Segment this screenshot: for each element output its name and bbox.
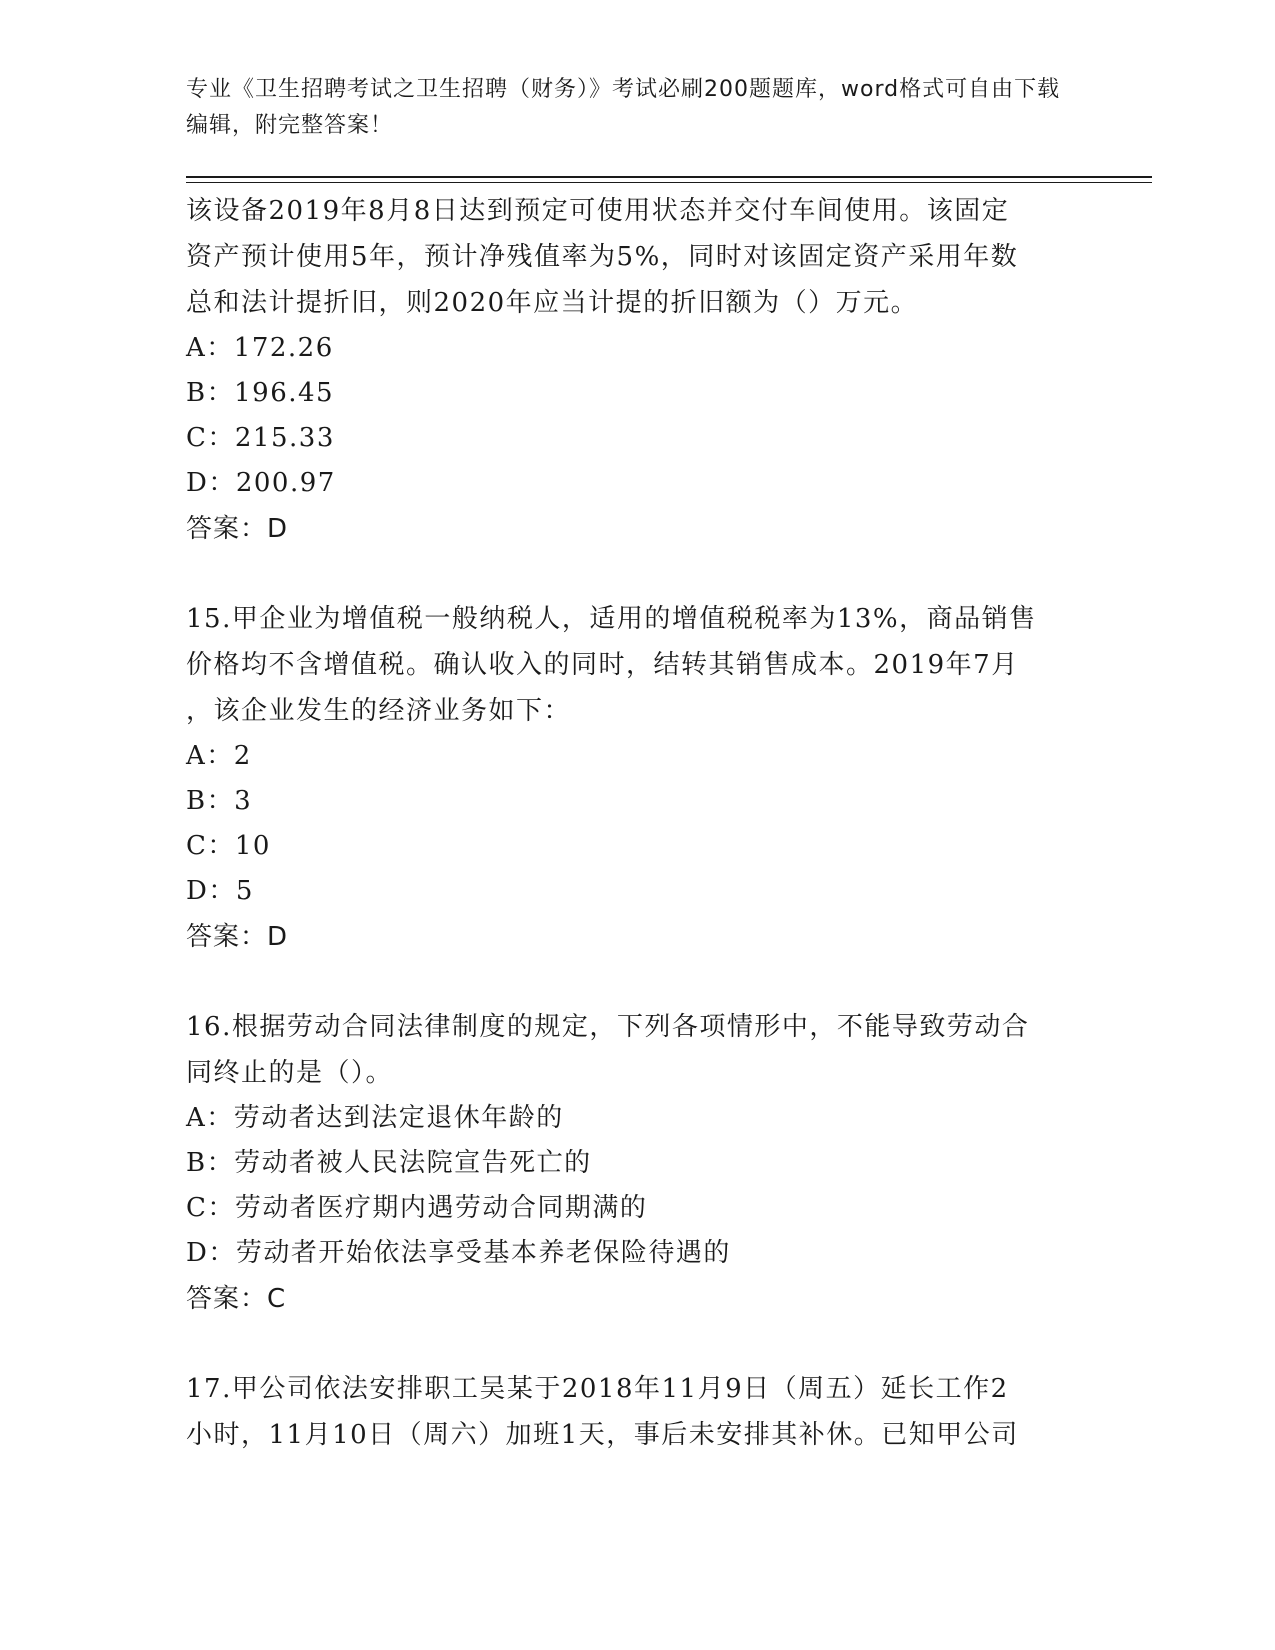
question-15 [186, 596, 1086, 960]
option-d: D：5 [186, 876, 254, 906]
option-a: A：172.26 [186, 333, 334, 363]
question-text-line: 小时，11月10日（周六）加班1天，事后未安排其补休。已知甲公司 [186, 1420, 1019, 1450]
question-text-line: ，该企业发生的经济业务如下： [186, 696, 572, 726]
option-b: B：劳动者被人民法院宣告死亡的 [186, 1148, 592, 1178]
option-c: C：劳动者医疗期内遇劳动合同期满的 [186, 1193, 648, 1223]
question-17 [186, 1366, 1086, 1458]
question-text-line: 16.根据劳动合同法律制度的规定，下列各项情形中，不能导致劳动合 [186, 1012, 1030, 1042]
option-a: A：2 [186, 741, 252, 771]
question-text-line: 价格均不含增值税。确认收入的同时，结转其销售成本。2019年7月 [186, 650, 1019, 680]
answer-line: 答案：C [186, 1284, 287, 1314]
option-d: D：劳动者开始依法享受基本养老保险待遇的 [186, 1238, 731, 1268]
header-divider-thin [186, 182, 1152, 183]
option-d: D：200.97 [186, 468, 336, 498]
option-a: A：劳动者达到法定退休年龄的 [186, 1103, 564, 1133]
question-text-line: 15.甲企业为增值税一般纳税人，适用的增值税税率为13%，商品销售 [186, 604, 1037, 634]
question-text-line: 总和法计提折旧，则2020年应当计提的折旧额为（）万元。 [186, 288, 919, 318]
question-16 [186, 1004, 1086, 1322]
answer-line: 答案：D [186, 922, 289, 952]
document-header: 专业《卫生招聘考试之卫生招聘（财务）》考试必刷200题题库，word格式可自由下载编辑，附完整答案！ [186, 77, 1061, 138]
question-text-line: 资产预计使用5年，预计净残值率为5%，同时对该固定资产采用年数 [186, 242, 1019, 272]
document-body [186, 188, 1086, 1458]
option-c: C：10 [186, 831, 271, 861]
option-b: B：3 [186, 786, 253, 816]
question-text-line: 同终止的是（）。 [186, 1058, 394, 1088]
option-b: B：196.45 [186, 378, 335, 408]
option-c: C：215.33 [186, 423, 335, 453]
question-text-line: 该设备2019年8月8日达到预定可使用状态并交付车间使用。该固定 [186, 196, 1010, 226]
answer-line: 答案：D [186, 514, 289, 544]
header-divider-thick [186, 176, 1152, 178]
question-14-continuation [186, 188, 1086, 552]
question-text-line: 17.甲公司依法安排职工吴某于2018年11月9日（周五）延长工作2 [186, 1374, 1009, 1404]
